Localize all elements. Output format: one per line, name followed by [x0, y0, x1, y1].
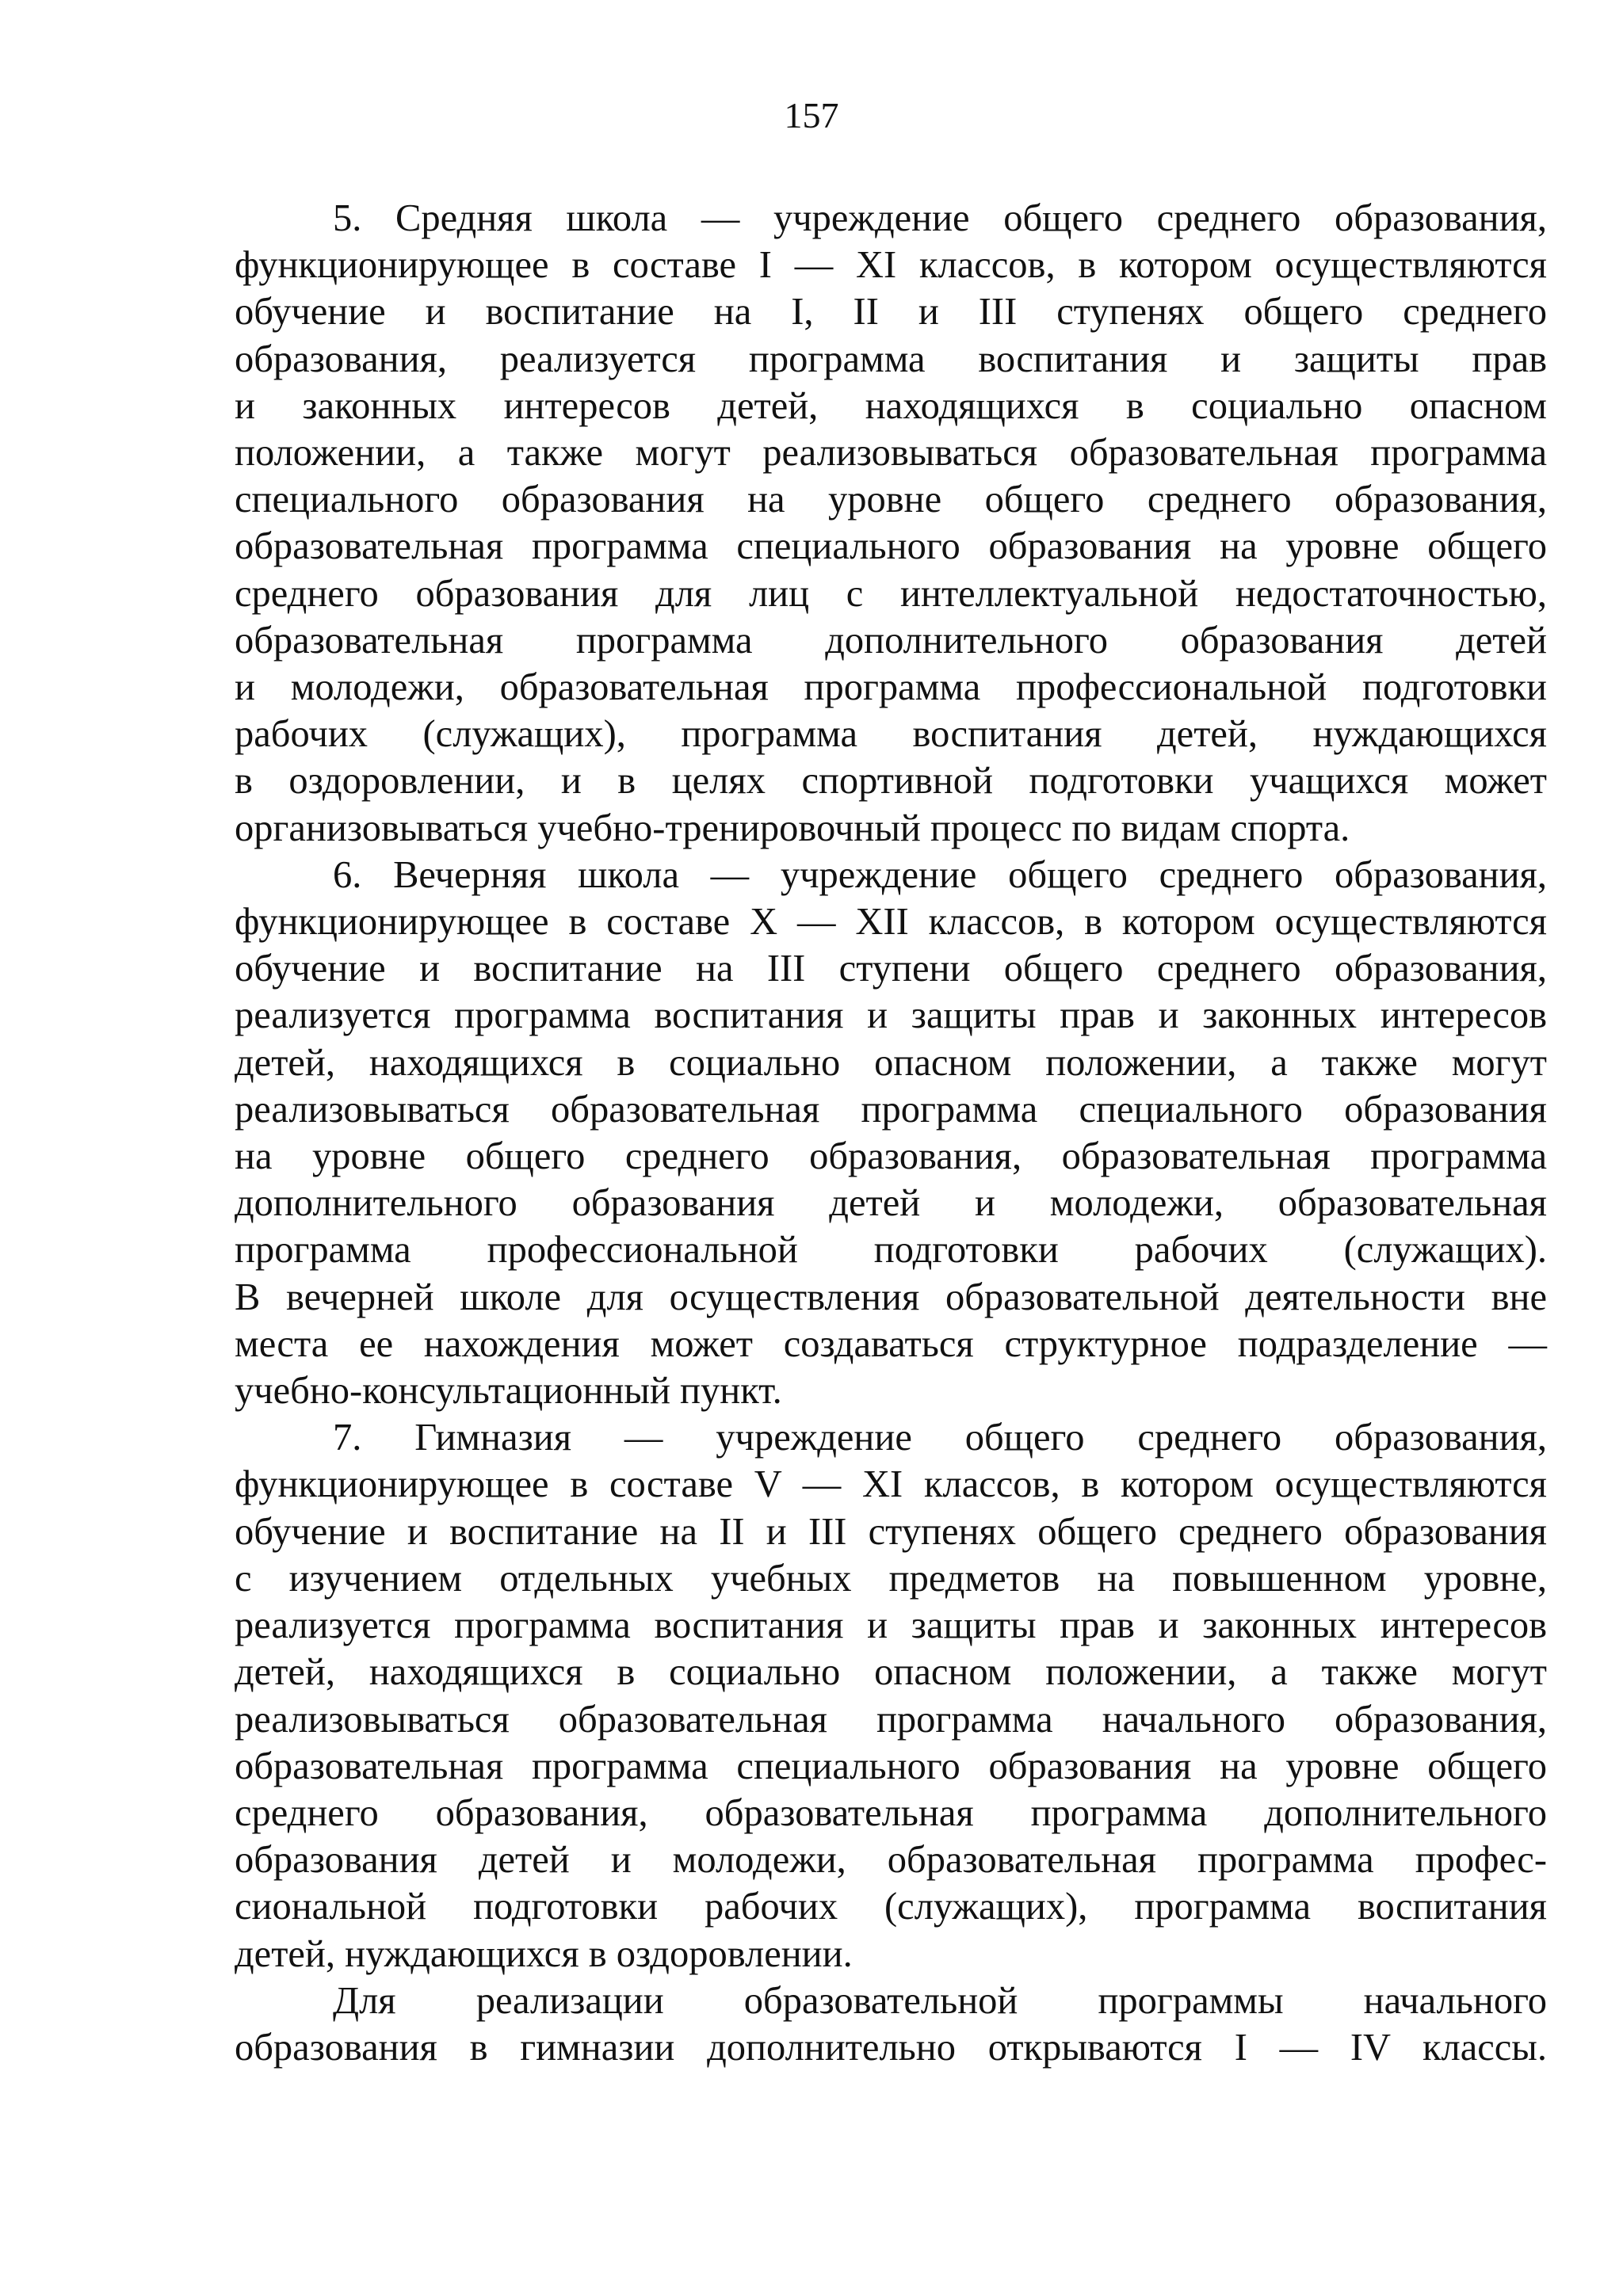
text-line: места ее нахождения может создаваться структурное подразделение —: [235, 1322, 1547, 1365]
text-line: функционирующее в составе V — XI классов, в котором осуществляются: [235, 1463, 1547, 1506]
text-line: на уровне общего среднего образования, образовательная программа: [235, 1135, 1547, 1178]
text-line: среднего образования для лиц с интеллектуальной недостаточностью,: [235, 572, 1547, 615]
text-line: обучение и воспитание на III ступени общего среднего образования,: [235, 948, 1547, 990]
text-line: реализуется программа воспитания и защиты прав и законных интересов: [235, 1604, 1547, 1647]
text-line: организовываться учебно-тренировочный процесс по видам спорта.: [235, 807, 1350, 849]
text-line: с изучением отдельных учебных предметов на повышенном уровне,: [235, 1557, 1547, 1600]
text-line: функционирующее в составе I — XI классов, в котором осуществляются: [235, 244, 1547, 287]
text-line: и молодежи, образовательная программа профессиональной подготовки: [235, 666, 1547, 709]
text-line: рабочих (служащих), программа воспитания детей, нуждающихся: [235, 713, 1547, 756]
paragraph-middle-school: [235, 195, 1547, 852]
text-line: детей, находящихся в социально опасном положении, а также могут: [235, 1041, 1547, 1084]
text-line: 6. Вечерняя школа — учреждение общего среднего образования,: [333, 853, 1547, 896]
text-line: детей, нуждающихся в оздоровлении.: [235, 1932, 853, 1975]
text-line: образовательная программа специального образования на уровне общего: [235, 525, 1547, 568]
text-line: обучение и воспитание на I, II и III ступенях общего среднего: [235, 291, 1547, 334]
text-line: Для реализации образовательной программы начального: [333, 1979, 1547, 2022]
paragraph-gymnasium: [235, 1414, 1547, 1977]
paragraph-evening-school: [235, 852, 1547, 1414]
text-line: и законных интересов детей, находящихся в социально опасном: [235, 384, 1547, 427]
text-line: реализовываться образовательная программа начального образования,: [235, 1698, 1547, 1741]
text-line: сиональной подготовки рабочих (служащих), программа воспитания: [235, 1886, 1547, 1928]
text-line: обучение и воспитание на II и III ступенях общего среднего образования: [235, 1510, 1547, 1553]
text-line: специального образования на уровне общего среднего образования,: [235, 479, 1547, 521]
text-line: 7. Гимназия — учреждение общего среднего образования,: [333, 1417, 1547, 1459]
text-line: образования в гимназии дополнительно открываются I — IV классы.: [235, 2026, 1547, 2069]
text-line: детей, находящихся в социально опасном положении, а также могут: [235, 1651, 1547, 1694]
body-text: [235, 195, 1547, 2071]
text-line: дополнительного образования детей и молодежи, образовательная: [235, 1182, 1547, 1225]
text-line: функционирующее в составе X — XII классов, в котором осуществляются: [235, 901, 1547, 944]
page-number: 157: [784, 95, 839, 135]
text-line: образования детей и молодежи, образовательная программа профес-: [235, 1839, 1547, 1882]
text-line: в оздоровлении, и в целях спортивной подготовки учащихся может: [235, 760, 1547, 803]
text-line: программа профессиональной подготовки рабочих (служащих).: [235, 1229, 1547, 1272]
text-line: образовательная программа специального образования на уровне общего: [235, 1745, 1547, 1787]
text-line: среднего образования, образовательная программа дополнительного: [235, 1791, 1547, 1834]
text-line: учебно-консультационный пункт.: [235, 1370, 782, 1413]
text-line: реализуется программа воспитания и защиты прав и законных интересов: [235, 994, 1547, 1037]
text-line: 5. Средняя школа — учреждение общего среднего образования,: [333, 197, 1547, 239]
text-line: положении, а также могут реализовываться образовательная программа: [235, 432, 1547, 475]
text-line: реализовываться образовательная программа специального образования: [235, 1088, 1547, 1131]
text-line: образования, реализуется программа воспитания и защиты прав: [235, 338, 1547, 380]
text-line: В вечерней школе для осуществления образовательной деятельности вне: [235, 1276, 1547, 1318]
paragraph-gymnasium-primary: [235, 1978, 1547, 2071]
text-line: образовательная программа дополнительного образования детей: [235, 619, 1547, 662]
